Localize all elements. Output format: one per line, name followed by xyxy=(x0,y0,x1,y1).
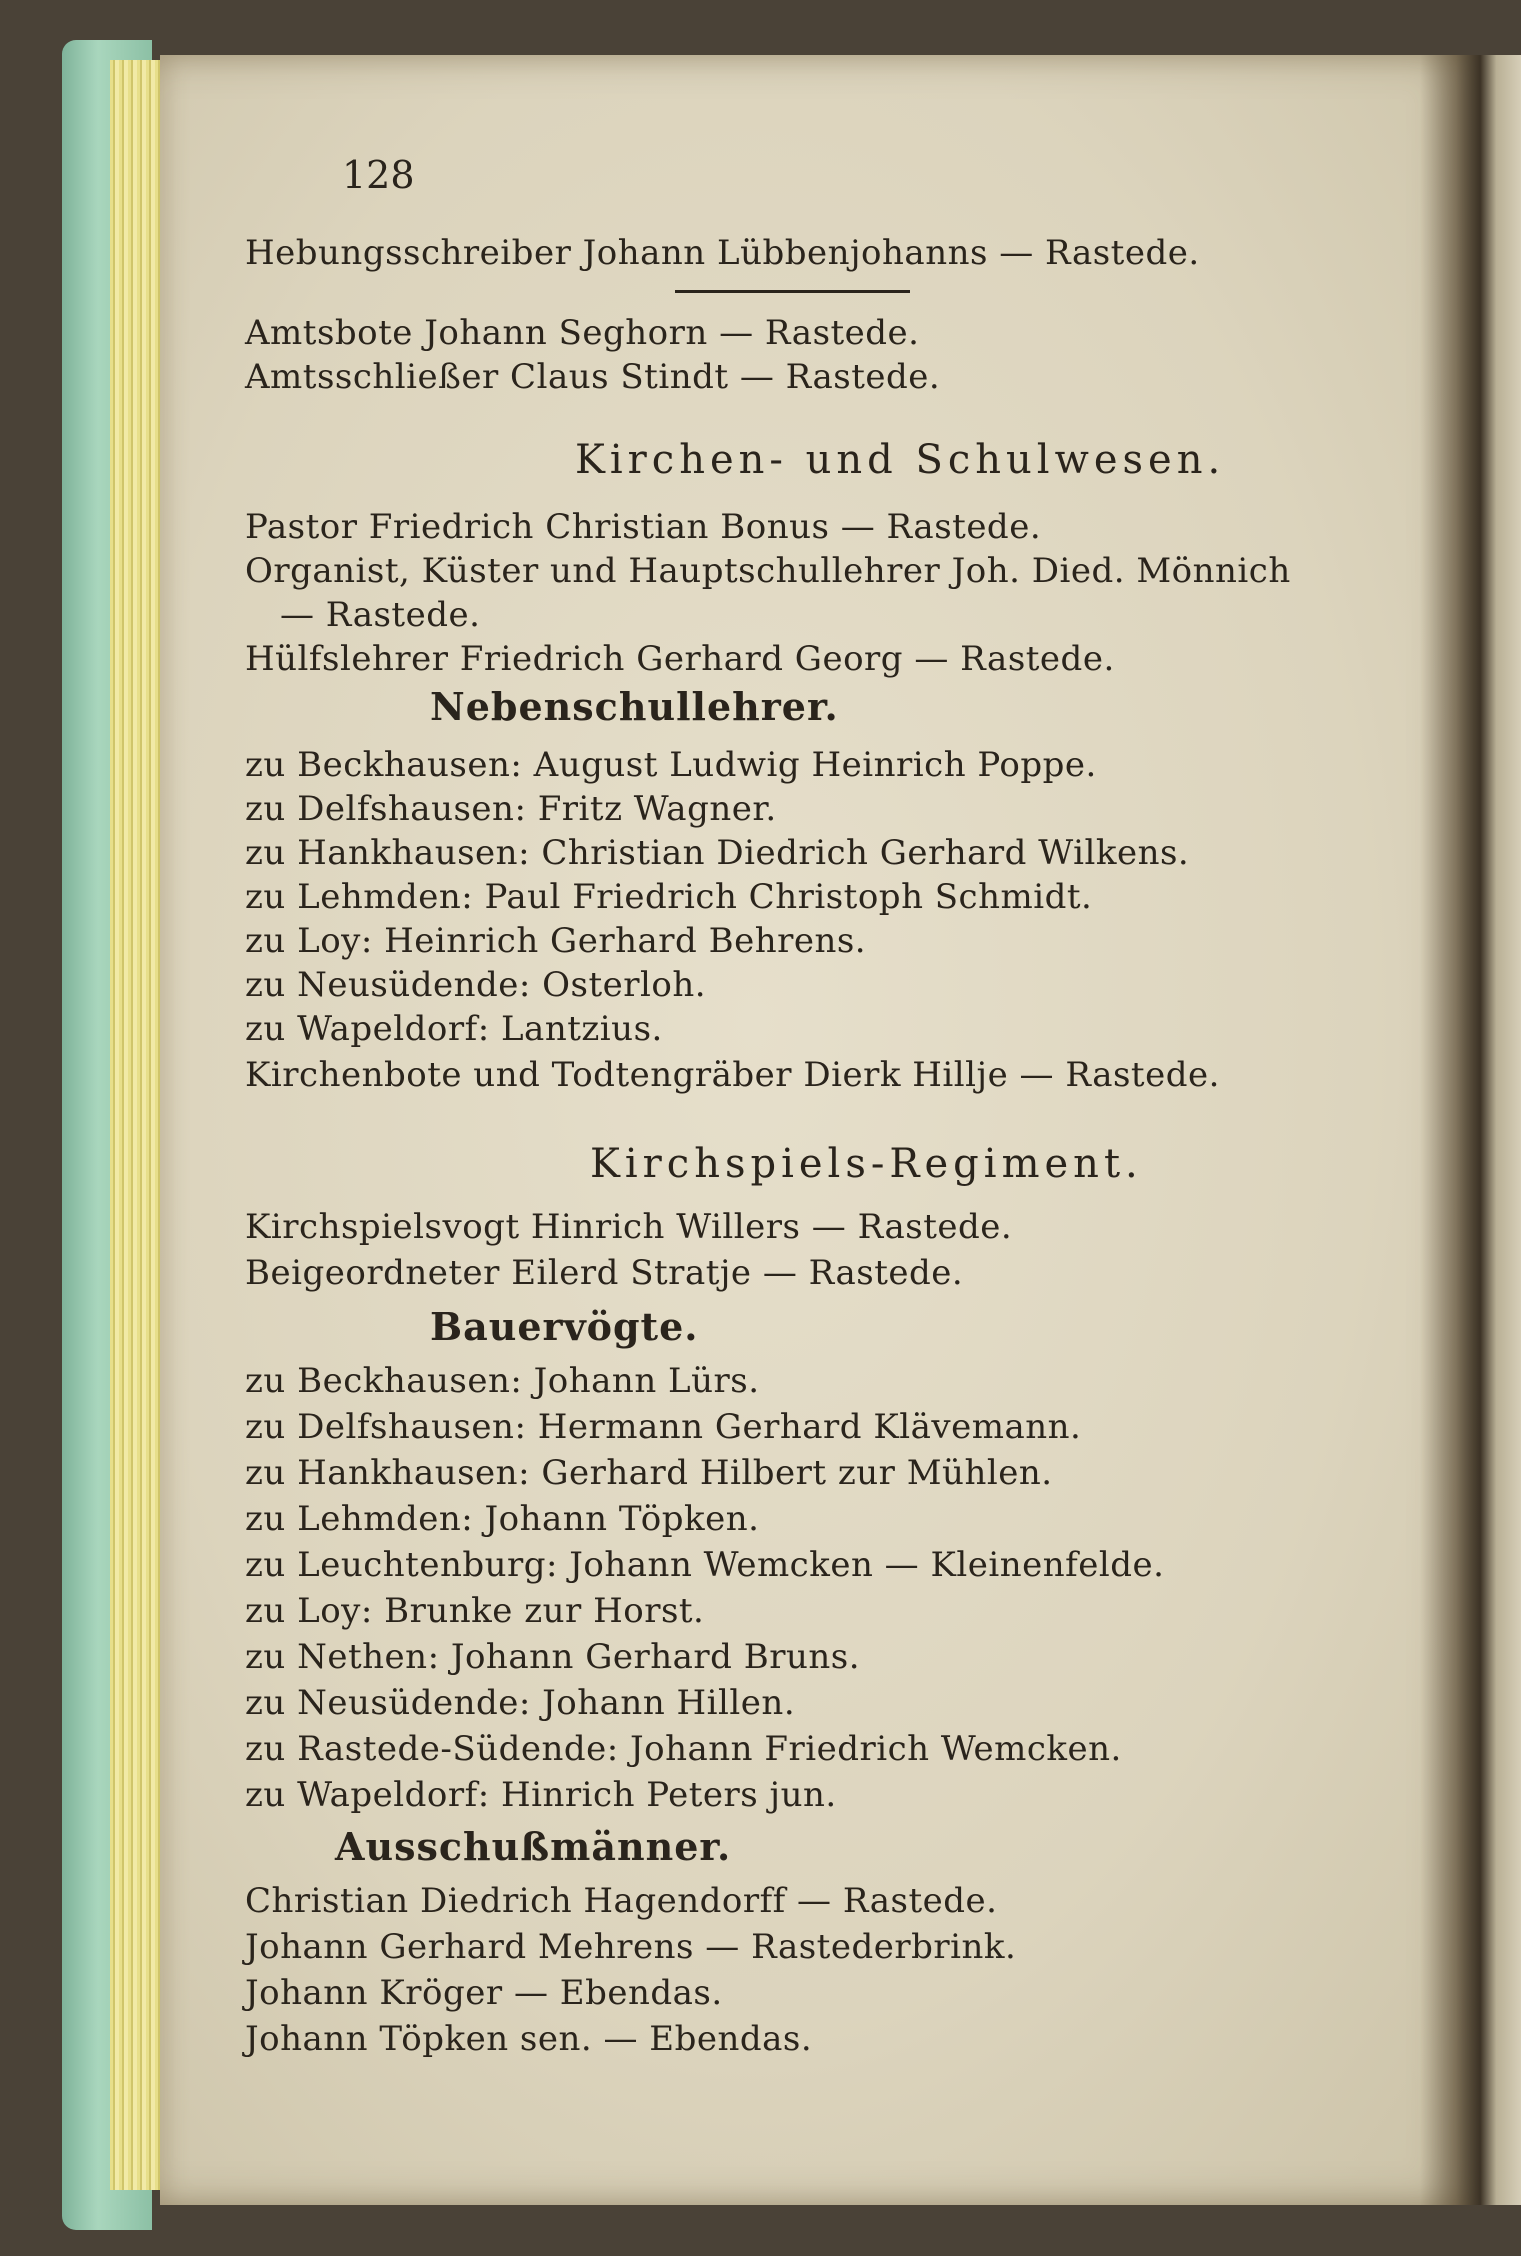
bailiff-line: zu Lehmden: Johann Töpken. xyxy=(245,1499,760,1539)
teacher-line: zu Wapeldorf: Lantzius. xyxy=(245,1009,663,1049)
teacher-line: zu Delfshausen: Fritz Wagner. xyxy=(245,789,777,829)
bailiff-line: zu Hankhausen: Gerhard Hilbert zur Mühlen. xyxy=(245,1453,1053,1493)
teacher-line: zu Beckhausen: August Ludwig Heinrich Poppe. xyxy=(245,745,1097,785)
bailiff-line: zu Leuchtenburg: Johann Wemcken — Kleinenfelde. xyxy=(245,1545,1165,1585)
bailiff-line: zu Beckhausen: Johann Lürs. xyxy=(245,1361,760,1401)
bailiff-line: zu Nethen: Johann Gerhard Bruns. xyxy=(245,1637,861,1677)
page-number: 128 xyxy=(342,153,415,197)
facing-page-edge xyxy=(1480,55,1521,2205)
section-heading-farm-bailiffs: Bauervögte. xyxy=(430,1304,699,1349)
committee-line: Johann Kröger — Ebendas. xyxy=(245,1973,723,2013)
header-line: Hebungsschreiber Johann Lübbenjohanns — Rastede. xyxy=(245,233,1200,273)
regiment-line: Beigeordneter Eilerd Stratje — Rastede. xyxy=(245,1253,964,1293)
teacher-line: zu Neusüdende: Osterloh. xyxy=(245,965,707,1005)
committee-line: Johann Gerhard Mehrens — Rastederbrink. xyxy=(245,1927,1017,1967)
bailiff-line: zu Neusüdende: Johann Hillen. xyxy=(245,1683,796,1723)
book-page xyxy=(160,55,1480,2205)
section-heading-church-school: Kirchen- und Schulwesen. xyxy=(575,437,1226,483)
bailiff-line: zu Delfshausen: Hermann Gerhard Klävemann. xyxy=(245,1407,1082,1447)
church-line: Organist, Küster und Hauptschullehrer Joh. Died. Mönnich xyxy=(245,551,1291,591)
committee-line: Johann Töpken sen. — Ebendas. xyxy=(245,2019,813,2059)
teacher-line: zu Loy: Heinrich Gerhard Behrens. xyxy=(245,921,867,961)
divider-rule xyxy=(675,290,910,293)
page-text xyxy=(160,55,1480,2205)
bailiff-line: zu Loy: Brunke zur Horst. xyxy=(245,1591,705,1631)
official-line: Amtsschließer Claus Stindt — Rastede. xyxy=(245,357,941,397)
teacher-line: zu Hankhausen: Christian Diedrich Gerhard Wilkens. xyxy=(245,833,1190,873)
bailiff-line: zu Wapeldorf: Hinrich Peters jun. xyxy=(245,1775,837,1815)
section-heading-secondary-teachers: Nebenschullehrer. xyxy=(430,684,839,729)
teacher-line: Kirchenbote und Todtengräber Dierk Hillje — Rastede. xyxy=(245,1055,1220,1095)
church-line: Pastor Friedrich Christian Bonus — Rastede. xyxy=(245,507,1042,547)
section-heading-committee: Ausschußmänner. xyxy=(335,1824,732,1869)
teacher-line: zu Lehmden: Paul Friedrich Christoph Schmidt. xyxy=(245,877,1093,917)
bailiff-line: zu Rastede-Südende: Johann Friedrich Wemcken. xyxy=(245,1729,1122,1769)
church-line: Hülfslehrer Friedrich Gerhard Georg — Rastede. xyxy=(245,639,1115,679)
section-heading-parish-regiment: Kirchspiels-Regiment. xyxy=(590,1141,1143,1187)
regiment-line: Kirchspielsvogt Hinrich Willers — Rastede. xyxy=(245,1207,1013,1247)
church-line: — Rastede. xyxy=(280,595,481,635)
committee-line: Christian Diedrich Hagendorff — Rastede. xyxy=(245,1881,998,1921)
official-line: Amtsbote Johann Seghorn — Rastede. xyxy=(245,313,920,353)
